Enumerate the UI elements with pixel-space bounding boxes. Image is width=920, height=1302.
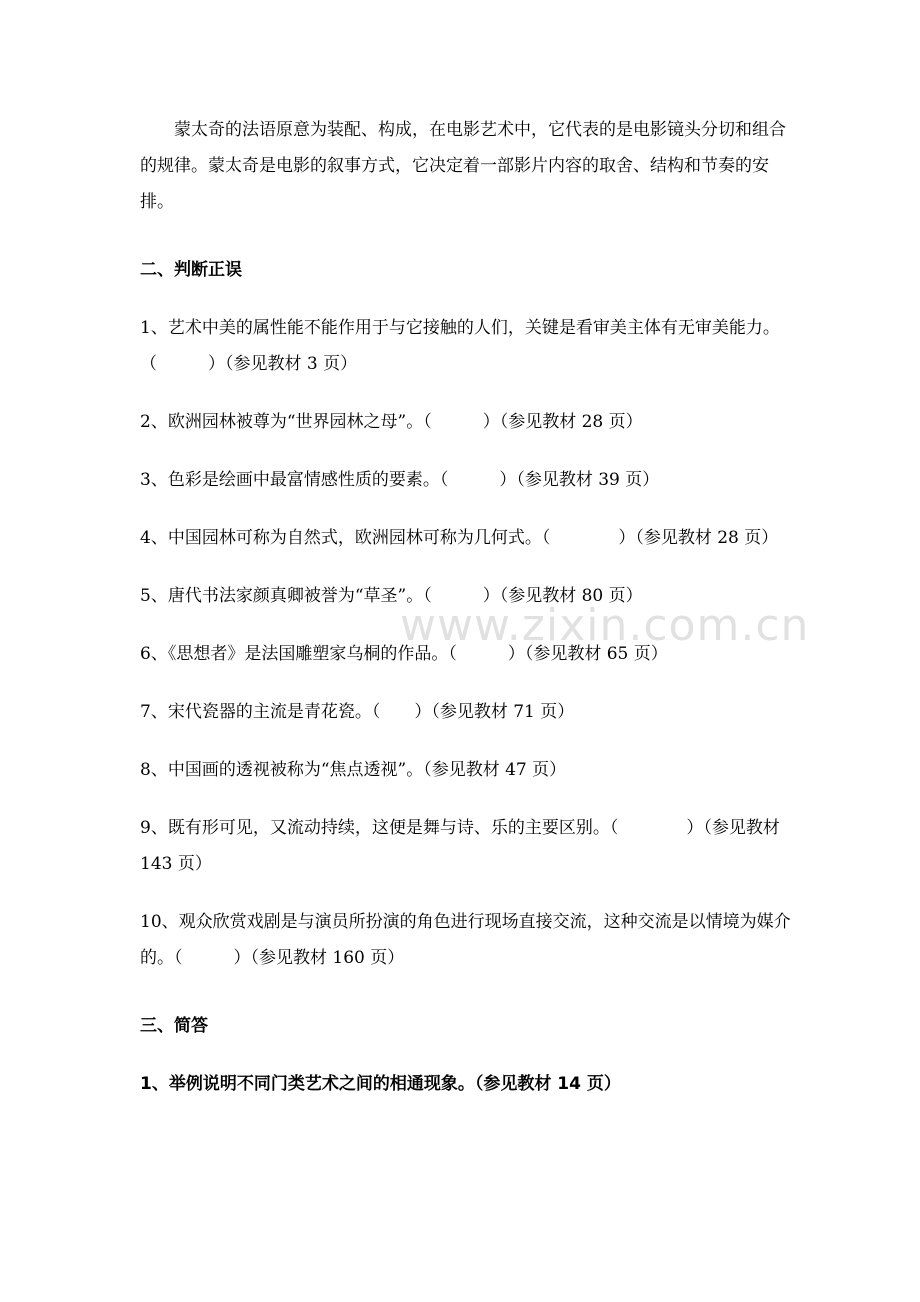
spacer (140, 614, 800, 636)
spacer (140, 440, 800, 462)
question-2: 2、欧洲园林被尊为“世界园林之母”。（ ）（参见教材 28 页） (140, 412, 643, 432)
spacer (140, 1044, 800, 1066)
spacer (140, 382, 800, 404)
intro-paragraph: 蒙太奇的法语原意为装配、构成，在电影艺术中，它代表的是电影镜头分切和组合的规律。蒙太奇是电影的叙事方式，它决定着一部影片内容的取舍、结构和节奏的安排。 (140, 120, 786, 212)
spacer (140, 220, 800, 252)
document-page (140, 112, 800, 1102)
section-3-heading: 三、简答 (140, 1016, 208, 1036)
question-5: 5、唐代书法家颜真卿被誉为“草圣”。（ ）（参见教材 80 页） (140, 586, 643, 606)
question-7: 7、宋代瓷器的主流是青花瓷。（ ）（参见教材 71 页） (140, 702, 575, 722)
spacer (140, 672, 800, 694)
spacer (140, 730, 800, 752)
question-6: 6、《思想者》是法国雕塑家乌桐的作品。（ ）（参见教材 65 页） (140, 644, 668, 664)
spacer (140, 882, 800, 904)
question-10: 10、观众欣赏戏剧是与演员所扮演的角色进行现场直接交流，这种交流是以情境为媒介的。（ ）（参见教材 160 页） (140, 912, 791, 968)
question-8: 8、中国画的透视被称为“焦点透视”。（参见教材 47 页） (140, 760, 567, 780)
spacer (140, 556, 800, 578)
spacer (140, 788, 800, 810)
short-answer-1: 1、举例说明不同门类艺术之间的相通现象。（参见教材 14 页） (140, 1074, 621, 1094)
question-4: 4、中国园林可称为自然式，欧洲园林可称为几何式。（ ）（参见教材 28 页） (140, 528, 779, 548)
spacer (140, 498, 800, 520)
spacer (140, 288, 800, 310)
section-2-heading: 二、判断正误 (140, 260, 242, 280)
question-3: 3、色彩是绘画中最富情感性质的要素。（ ）（参见教材 39 页） (140, 470, 660, 490)
spacer (140, 976, 800, 1008)
question-9: 9、既有形可见，又流动持续，这便是舞与诗、乐的主要区别。（ ）（参见教材 143 页） (140, 818, 780, 874)
watermark-text: www.zixin.com.cn (400, 600, 810, 651)
question-1: 1、艺术中美的属性能不能作用于与它接触的人们，关键是看审美主体有无审美能力。（ ）（参见教材 3 页） (140, 318, 780, 374)
